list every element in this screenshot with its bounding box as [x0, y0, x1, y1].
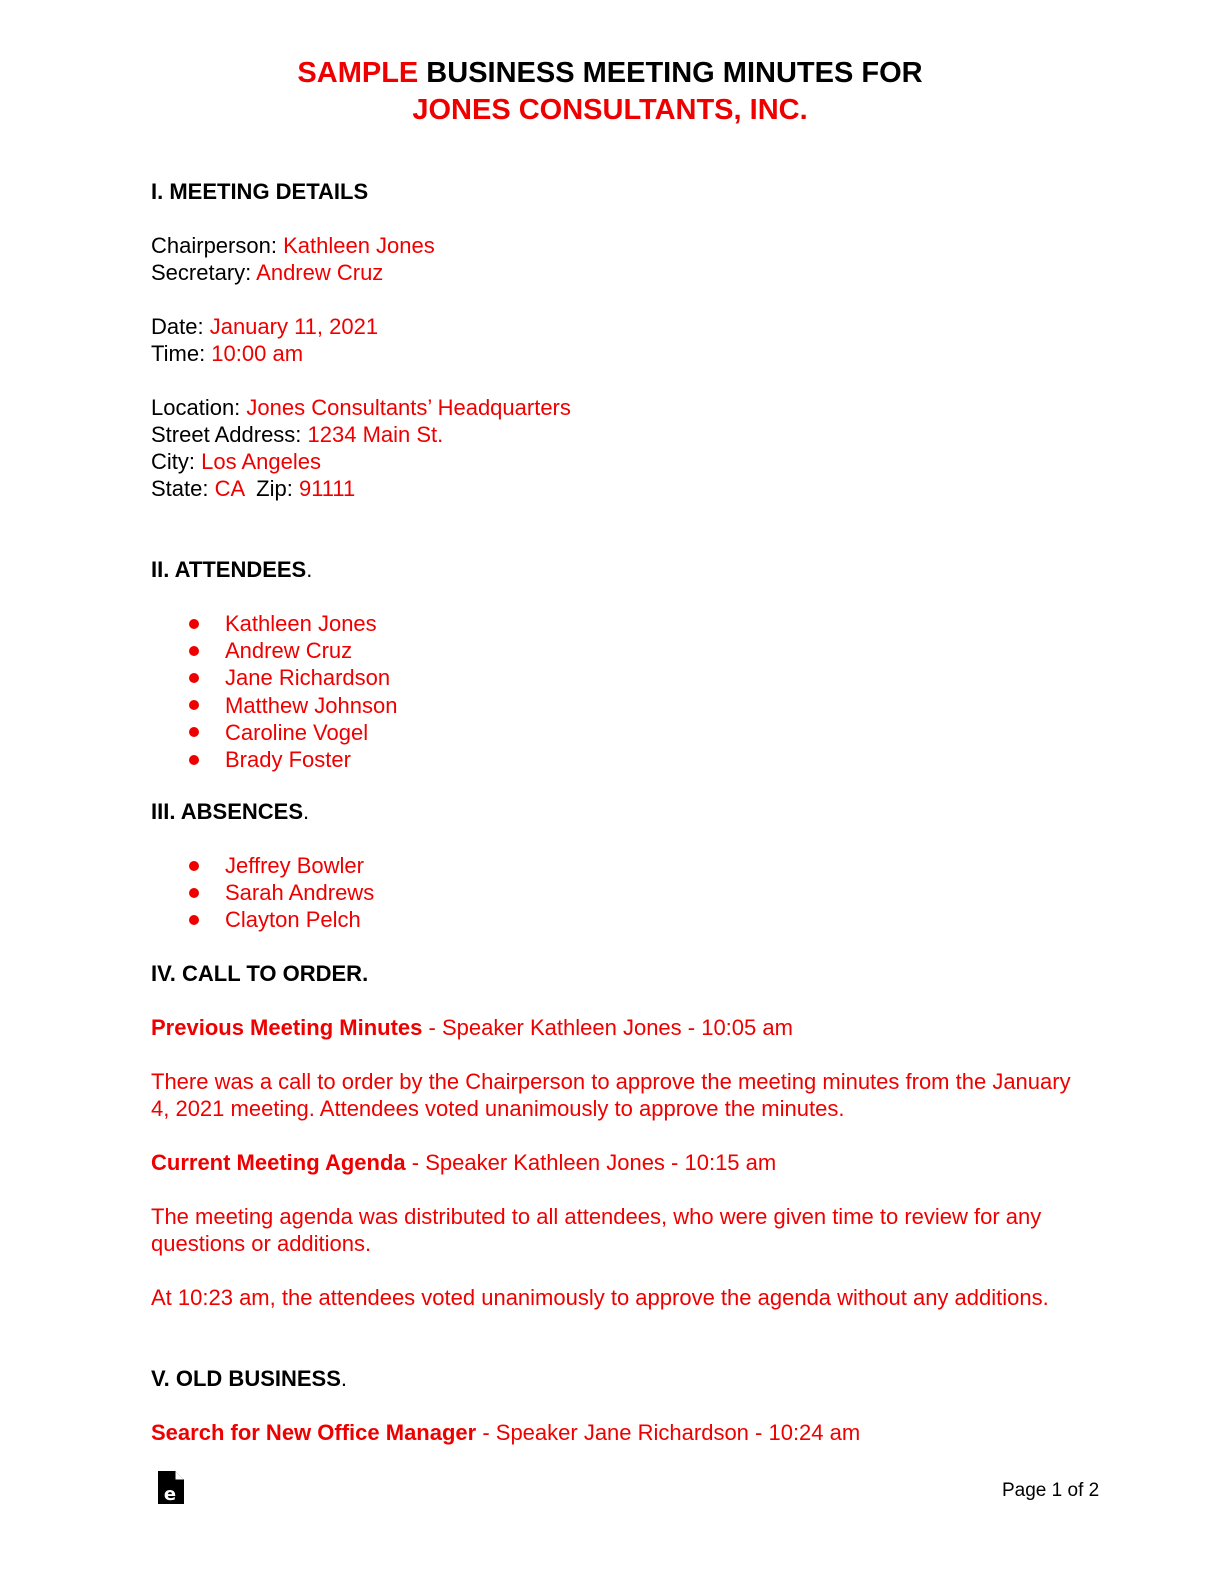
- page-number: Page 1 of 2: [1002, 1480, 1100, 1501]
- heading-period: .: [303, 799, 310, 824]
- city-row: [151, 448, 571, 475]
- attendee-name: Brady Foster: [225, 747, 351, 773]
- bullet-icon: [189, 755, 199, 765]
- time-label: Time:: [151, 341, 212, 366]
- date-label: Date:: [151, 314, 210, 339]
- e-document-icon: [158, 1471, 184, 1504]
- absences-heading-text: III. ABSENCES: [151, 799, 303, 824]
- secretary-value: Andrew Cruz: [256, 260, 384, 285]
- absences-list: [186, 852, 374, 934]
- section-heading-old-business: [151, 1365, 347, 1392]
- old-business-heading-text: V. OLD BUSINESS: [151, 1366, 341, 1391]
- street-value: 1234 Main St.: [307, 422, 444, 447]
- city-value: Los Angeles: [201, 449, 321, 474]
- paragraph-previous-minutes: There was a call to order by the Chairperson to approve the meeting minutes from the January 4, 2021 meeting. Attendees voted unanimously to approve the minutes.: [151, 1069, 1071, 1121]
- secretary-label: Secretary:: [151, 260, 257, 285]
- title-sample: SAMPLE: [297, 57, 419, 89]
- attendee-name: Matthew Johnson: [225, 692, 398, 718]
- agenda-item-title: Search for New Office Manager: [151, 1420, 477, 1445]
- agenda-item-meta: - Speaker Jane Richardson - 10:24 am: [476, 1420, 861, 1445]
- state-value: CA: [214, 476, 244, 501]
- absentee-name: Clayton Pelch: [225, 907, 361, 933]
- title-line-1: [0, 55, 1220, 92]
- section-heading-call-to-order: IV. CALL TO ORDER.: [151, 961, 369, 986]
- date-value: January 11, 2021: [209, 314, 379, 339]
- absentee-name: Sarah Andrews: [225, 880, 375, 906]
- zip-label: Zip:: [243, 476, 299, 501]
- heading-period: .: [306, 557, 313, 582]
- agenda-item-current-agenda: [151, 1149, 1071, 1176]
- list-item: [186, 719, 397, 746]
- bullet-icon: [189, 673, 199, 683]
- bullet-icon: [189, 700, 199, 710]
- bullet-icon: [189, 915, 199, 925]
- section-heading-attendees: [151, 556, 312, 583]
- heading-period: .: [340, 1366, 348, 1391]
- bullet-icon: [189, 727, 199, 737]
- title-company: JONES CONSULTANTS, INC.: [412, 94, 808, 126]
- agenda-item-title: Current Meeting Agenda: [151, 1150, 406, 1175]
- paragraph-agenda-distributed: The meeting agenda was distributed to all attendees, who were given time to review for any questions or additions.: [151, 1204, 1042, 1256]
- list-item: [186, 852, 374, 879]
- agenda-item-title: Previous Meeting Minutes: [151, 1015, 423, 1040]
- absentee-name: Jeffrey Bowler: [225, 853, 364, 878]
- city-label: City:: [151, 449, 202, 474]
- svg-text:e: e: [163, 1484, 177, 1504]
- list-item: [186, 906, 374, 933]
- list-item: [186, 879, 374, 906]
- state-zip-row: [151, 475, 571, 502]
- meeting-details-people: [151, 232, 435, 286]
- list-item: [186, 692, 397, 719]
- attendees-list: [186, 610, 397, 773]
- attendee-name: Kathleen Jones: [225, 611, 377, 636]
- bullet-icon: [189, 619, 199, 629]
- street-label: Street Address:: [151, 422, 308, 447]
- list-item: [186, 637, 397, 664]
- section-heading-meeting-details: I. MEETING DETAILS: [151, 179, 369, 204]
- time-value: 10:00 am: [211, 341, 304, 366]
- attendee-name: Andrew Cruz: [225, 638, 353, 664]
- attendees-heading-text: II. ATTENDEES: [151, 557, 307, 582]
- date-row: [151, 313, 378, 340]
- location-value: Jones Consultants’ Headquarters: [246, 395, 571, 420]
- agenda-item-meta: - Speaker Kathleen Jones - 10:05 am: [422, 1015, 793, 1040]
- secretary-row: [151, 259, 435, 286]
- section-heading-absences: [151, 798, 309, 825]
- location-label: Location:: [151, 395, 247, 420]
- agenda-item-meta: - Speaker Kathleen Jones - 10:15 am: [405, 1150, 777, 1175]
- list-item: [186, 746, 397, 773]
- agenda-item-previous-minutes: [151, 1014, 1071, 1041]
- street-row: [151, 421, 571, 448]
- time-row: [151, 340, 378, 367]
- agenda-item-office-manager: [151, 1419, 1071, 1446]
- bullet-icon: [189, 861, 199, 871]
- location-row: [151, 394, 571, 421]
- state-label: State:: [151, 476, 215, 501]
- meeting-details-datetime: [151, 313, 378, 367]
- chairperson-row: [151, 232, 435, 259]
- bullet-icon: [189, 888, 199, 898]
- chairperson-label: Chairperson:: [151, 233, 284, 258]
- paragraph-agenda-approved: At 10:23 am, the attendees voted unanimously to approve the agenda without any additions.: [151, 1285, 1049, 1310]
- list-item: [186, 610, 397, 637]
- chairperson-value: Kathleen Jones: [283, 233, 435, 258]
- attendee-name: Caroline Vogel: [225, 719, 369, 745]
- meeting-details-location: [151, 394, 571, 502]
- bullet-icon: [189, 646, 199, 656]
- list-item: [186, 664, 397, 691]
- title-main: BUSINESS MEETING MINUTES FOR: [418, 57, 923, 89]
- zip-value: 91111: [298, 476, 356, 501]
- attendee-name: Jane Richardson: [225, 665, 391, 691]
